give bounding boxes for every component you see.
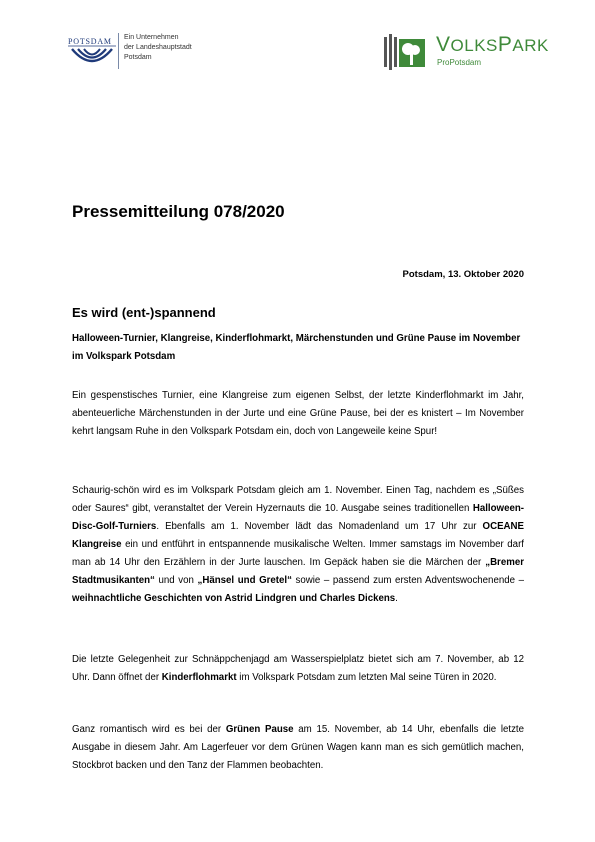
- text-run: Schaurig-schön wird es im Volkspark Potsdam gleich am 1. November. Einen Tag, nachdem es „Süßes oder Saures“ gibt, veranstaltet der Verein Hyzernauts die 10. Ausgabe seines traditionellen: [72, 485, 524, 514]
- text-run: ein und entführt in entspannende musikalische Welten. Immer samstags im November darf man ab 14 Uhr den Erzählern in der Jurte lauschen. Im Gepäck haben sie die Märchen der: [72, 539, 524, 568]
- bold-run: weihnachtliche Geschichten von Astrid Lindgren und Charles Dickens: [72, 593, 396, 604]
- subheadline: Halloween-Turnier, Klangreise, Kinderflohmarkt, Märchenstunden und Grüne Pause im November im Volkspark Potsdam: [72, 333, 521, 362]
- wordmark-part: P: [497, 33, 513, 56]
- headline: Es wird (ent-)spannend: [72, 305, 216, 320]
- text-run: Die letzte Gelegenheit zur Schnäppchenjagd am Wasserspielplatz bietet sich am 7. November, ab 12 Uhr. Dann öffnet der: [72, 654, 524, 683]
- wordmark-part: OLKS: [450, 36, 498, 55]
- potsdam-tagline: [124, 33, 192, 63]
- text-run: im Volkspark Potsdam zum letzten Mal seine Türen in 2020.: [236, 672, 497, 683]
- paragraph-intro: Ein gespenstisches Turnier, eine Klangreise zum eigenen Selbst, der letzte Kinderflohmarkt im Jahr, abenteuerliche Märchenstunden in der Jurte und eine Grüne Pause, bei der es knistert – Im November kehrt langsam Ruhe in den Volkspark Potsdam ein, doch von Langeweile keine Spur!: [72, 390, 524, 437]
- page-title: Pressemitteilung 078/2020: [72, 202, 285, 221]
- text-run: Ganz romantisch wird es bei der: [72, 724, 226, 735]
- bold-run: Grünen Pause: [225, 724, 294, 735]
- logo-divider: [118, 33, 119, 69]
- potsdam-wordmark: POTSDAM: [68, 37, 112, 46]
- text-run: am 15. November, ab 14 Uhr, ebenfalls die letzte Ausgabe in diesem Jahr. Am Lagerfeuer vor dem Grünen Wagen kann man es sich gemütlich machen, Stockbrot backen und den Tanz der Flammen beobachten.: [72, 724, 524, 771]
- date-line: Potsdam, 13. Oktober 2020: [402, 269, 524, 280]
- potsdam-tagline-line: Potsdam: [124, 54, 152, 61]
- text-run: und von: [154, 575, 198, 586]
- bold-run: OCEANE Klangreise: [72, 521, 524, 550]
- paragraph-gruene-pause: [72, 721, 524, 775]
- paragraph-flohmarkt: [72, 651, 524, 687]
- bold-run: „Bremer Stadtmusikanten“: [72, 557, 524, 586]
- bold-run: Kinderflohmarkt: [161, 672, 237, 683]
- bold-run: „Hänsel und Gretel“: [197, 575, 292, 586]
- potsdam-logo: [66, 33, 118, 69]
- wordmark-part: ARK: [512, 36, 549, 55]
- text-run: . Ebenfalls am 1. November lädt das Nomadenland um 17 Uhr zur: [156, 521, 483, 532]
- paragraph-events: [72, 482, 524, 608]
- volkspark-subtitle: ProPotsdam: [437, 58, 482, 67]
- wordmark-part: V: [436, 33, 451, 56]
- bold-run: Halloween-Disc-Golf-Turniers: [72, 503, 524, 532]
- volkspark-wordmark: [436, 34, 549, 57]
- potsdam-tagline-line: der Landeshauptstadt: [124, 44, 192, 51]
- potsdam-tagline-line: Ein Unternehmen: [124, 34, 179, 41]
- text-run: .: [395, 593, 398, 604]
- volkspark-tree-icon: [384, 33, 430, 71]
- text-run: sowie – passend zum ersten Adventswochenende –: [291, 575, 524, 586]
